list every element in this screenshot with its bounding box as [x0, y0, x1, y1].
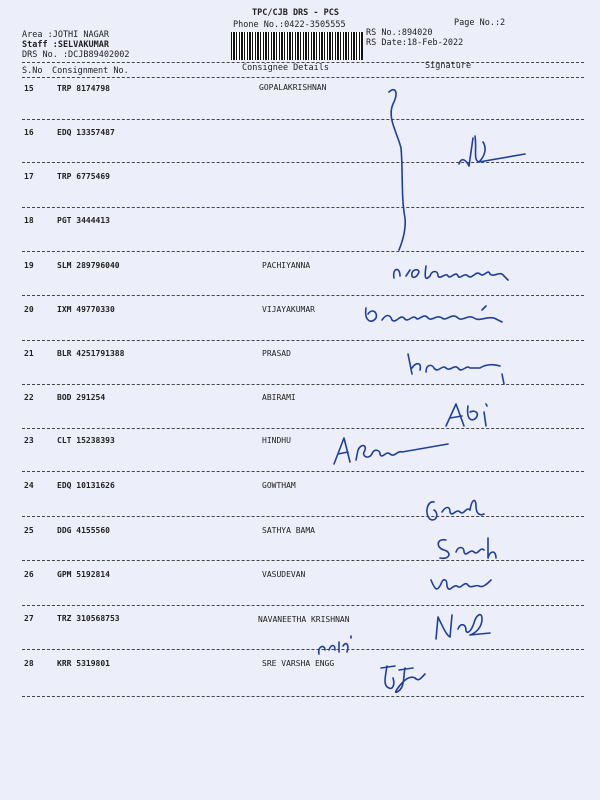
row-consignment: IXM 49770330 [57, 305, 115, 314]
staff-label: Staff :SELVAKUMAR [22, 40, 109, 50]
col-header-sno: S.No [22, 66, 43, 76]
row-sno: 16 [24, 128, 34, 137]
signature-row-23 [328, 432, 458, 472]
row-divider [22, 516, 584, 517]
row-consignment: TRP 6775469 [57, 172, 110, 181]
row-sno: 23 [24, 436, 34, 445]
handwritten-text: A.Rosi [362, 458, 366, 459]
row-consignee: PRASAD [262, 349, 291, 358]
signature-row-24 [420, 492, 490, 528]
row-consignee: GOPALAKRISHNAN [259, 83, 327, 92]
row-consignment: EDQ 13357487 [57, 128, 115, 137]
row-consignee: NAVANEETHA KRISHNAN [258, 615, 350, 624]
signature-row-20 [362, 302, 522, 332]
row-consignment: PGT 3444413 [57, 216, 110, 225]
row-consignment: CLT 15238393 [57, 436, 115, 445]
rs-date: RS Date:18-Feb-2022 [366, 38, 464, 48]
row-consignment: DDG 4155560 [57, 526, 110, 535]
row-divider [22, 696, 584, 697]
row-consignee: PACHIYANNA [262, 261, 311, 270]
signature-row-21 [400, 350, 520, 390]
row-sno: 27 [24, 614, 34, 623]
signature-row-27 [430, 605, 500, 647]
row-consignment: BOD 291254 [57, 393, 106, 402]
row-consignment: GPM 5192814 [57, 570, 110, 579]
page-number: Page No.:2 [454, 18, 506, 28]
company-header: TPC/CJB DRS - PCS [252, 8, 339, 18]
row-sno: 26 [24, 570, 34, 579]
row-sno: 22 [24, 393, 34, 402]
row-consignment: TRP 8174798 [57, 84, 110, 93]
col-header-signature: Signature [425, 61, 472, 71]
drs-number: DRS No. :DCJB89402002 [22, 50, 130, 60]
signature-row-28 [375, 660, 435, 696]
row-consignee: VIJAYAKUMAR [262, 305, 315, 314]
row-consignment: KRR 5319801 [57, 659, 110, 668]
rs-number: RS No.:894020 [366, 28, 433, 38]
row-divider [22, 340, 584, 341]
row-sno: 18 [24, 216, 34, 225]
row-consignment: EDQ 10131626 [57, 481, 115, 490]
row-sno: 17 [24, 172, 34, 181]
row-sno: 24 [24, 481, 34, 490]
row-consignee: GOWTHAM [262, 481, 296, 490]
row-sno: 19 [24, 261, 34, 270]
row-sno: 28 [24, 659, 34, 668]
row-sno: 20 [24, 305, 34, 314]
signature-row-22 [440, 398, 500, 434]
signature-row-25 [430, 532, 500, 564]
row-sno: 25 [24, 526, 34, 535]
row-consignee: SRE VARSHA ENGG [262, 659, 335, 668]
area-label: Area :JOTHI NAGAR [22, 30, 109, 40]
annotation-sathi [315, 630, 355, 660]
row-divider [22, 649, 584, 650]
row-consignment: SLM 289796040 [57, 261, 120, 270]
row-sno: 15 [24, 84, 34, 93]
row-consignment: BLR 4251791388 [57, 349, 125, 358]
signature-row-19 [390, 262, 520, 286]
row-consignment: TRZ 310568753 [57, 614, 120, 623]
row-consignee: HINDHU [262, 436, 291, 445]
barcode [231, 32, 363, 60]
row-divider [22, 471, 584, 472]
col-header-consignee: Consignee Details [242, 63, 329, 73]
bracket-signature-rows-15-18 [375, 78, 545, 258]
row-consignee: VASUDEVAN [262, 570, 306, 579]
row-divider [22, 295, 584, 296]
row-consignee: SATHYA BAMA [262, 526, 315, 535]
row-sno: 21 [24, 349, 34, 358]
row-consignee: ABIRAMI [262, 393, 296, 402]
signature-row-26 [425, 570, 500, 602]
phone-number: Phone No.:0422-3505555 [233, 20, 346, 30]
col-header-consignment: Consignment No. [52, 66, 129, 76]
